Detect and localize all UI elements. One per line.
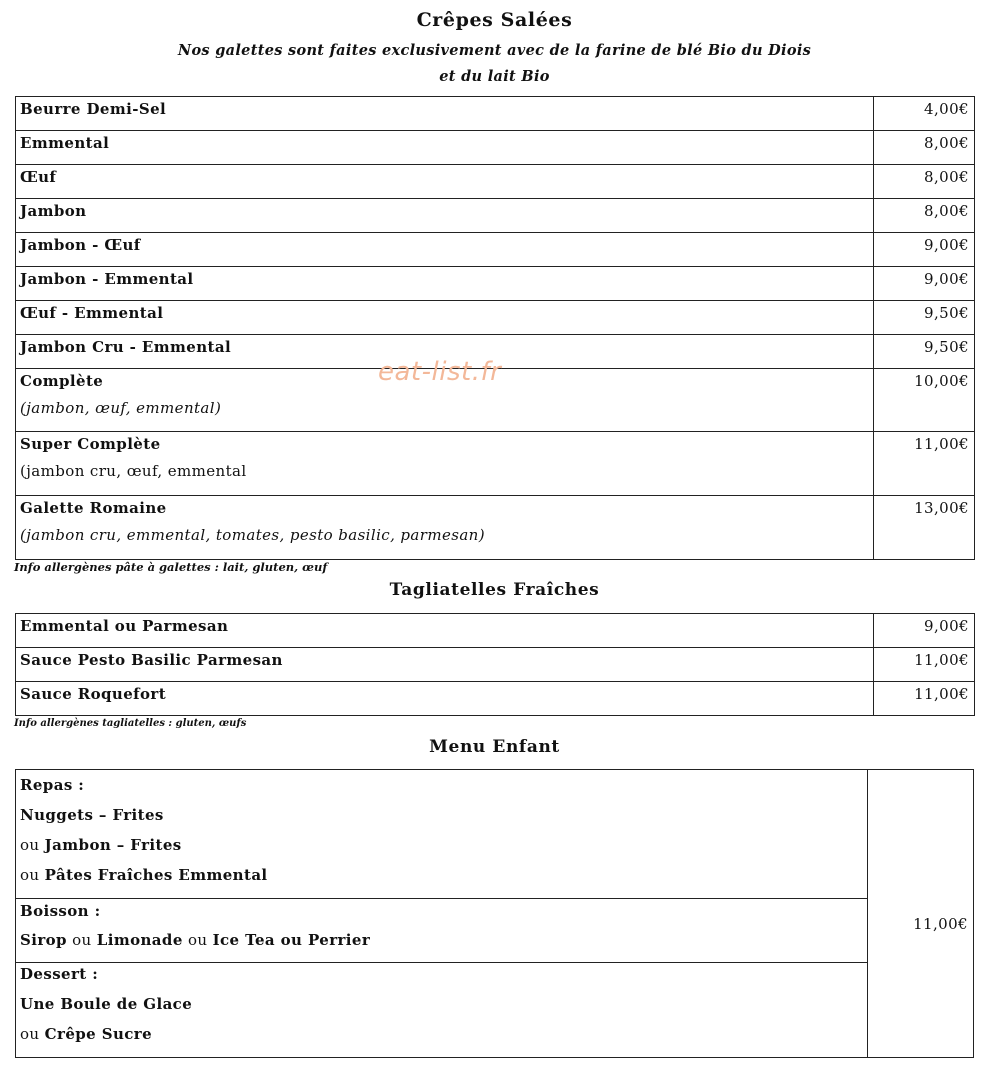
kids-menu-box bbox=[15, 769, 974, 1058]
item-name: Emmental bbox=[16, 131, 874, 165]
table-row bbox=[16, 233, 975, 267]
section-divider bbox=[16, 962, 867, 963]
item-name: Jambon Cru - Emmental bbox=[16, 335, 874, 369]
item-name: Jambon bbox=[16, 199, 874, 233]
crepes-title: Crêpes Salées bbox=[416, 9, 573, 31]
item-price: 8,00€ bbox=[874, 131, 975, 165]
item-name: Super Complète bbox=[20, 435, 161, 453]
item-price: 8,00€ bbox=[874, 199, 975, 233]
table-row bbox=[16, 614, 975, 648]
item-price: 9,00€ bbox=[874, 267, 975, 301]
item-name: Jambon - Œuf bbox=[16, 233, 874, 267]
tagliatelles-title: Tagliatelles Fraîches bbox=[389, 580, 600, 600]
crepes-allergens: Info allergènes pâte à galettes : lait, gluten, œuf bbox=[14, 560, 328, 574]
enfant-title: Menu Enfant bbox=[429, 737, 560, 757]
repas-option: ou Pâtes Fraîches Emmental bbox=[20, 866, 268, 884]
item-price: 9,00€ bbox=[874, 233, 975, 267]
item-price: 13,00€ bbox=[874, 496, 975, 560]
kids-menu-details bbox=[16, 770, 868, 1057]
item-name: Jambon - Emmental bbox=[16, 267, 874, 301]
repas-option: ou Jambon – Frites bbox=[20, 836, 182, 854]
item-description: (jambon cru, œuf, emmental bbox=[20, 462, 247, 480]
item-name: Œuf bbox=[16, 165, 874, 199]
item-price: 10,00€ bbox=[874, 369, 975, 432]
repas-option: Nuggets – Frites bbox=[20, 806, 164, 824]
item-name: Galette Romaine bbox=[20, 499, 167, 517]
tagliatelles-table bbox=[15, 613, 975, 716]
item-name: Beurre Demi-Sel bbox=[16, 97, 874, 131]
table-row bbox=[16, 199, 975, 233]
table-row bbox=[16, 97, 975, 131]
crepes-subtitle-line1: Nos galettes sont faites exclusivement avec de la farine de blé Bio du Diois bbox=[177, 42, 812, 59]
item-description: (jambon, œuf, emmental) bbox=[20, 399, 222, 417]
item-price: 11,00€ bbox=[874, 648, 975, 682]
table-row bbox=[16, 267, 975, 301]
item-price: 11,00€ bbox=[874, 682, 975, 716]
section-divider bbox=[16, 898, 867, 899]
boisson-label: Boisson : bbox=[20, 902, 101, 920]
item-name: Sauce Pesto Basilic Parmesan bbox=[16, 648, 874, 682]
table-row bbox=[16, 648, 975, 682]
tagliatelles-allergens: Info allergènes tagliatelles : gluten, œufs bbox=[14, 718, 247, 729]
dessert-label: Dessert : bbox=[20, 965, 99, 983]
item-cell bbox=[16, 496, 874, 560]
item-name: Sauce Roquefort bbox=[16, 682, 874, 716]
item-description: (jambon cru, emmental, tomates, pesto basilic, parmesan) bbox=[20, 526, 485, 544]
watermark: eat-list.fr bbox=[378, 357, 502, 387]
item-price: 9,50€ bbox=[874, 335, 975, 369]
table-row bbox=[16, 496, 975, 560]
table-row bbox=[16, 301, 975, 335]
item-price: 8,00€ bbox=[874, 165, 975, 199]
crepes-table bbox=[15, 96, 975, 560]
table-row bbox=[16, 682, 975, 716]
dessert-option: Une Boule de Glace bbox=[20, 995, 193, 1013]
kids-menu-price: 11,00€ bbox=[913, 915, 968, 933]
item-price: 9,50€ bbox=[874, 301, 975, 335]
item-name: Complète bbox=[20, 372, 104, 390]
table-row bbox=[16, 432, 975, 496]
boisson-options: Sirop ou Limonade ou Ice Tea ou Perrier bbox=[20, 931, 371, 949]
crepes-subtitle-line2: et du lait Bio bbox=[439, 68, 550, 85]
dessert-option: ou Crêpe Sucre bbox=[20, 1025, 153, 1043]
item-cell bbox=[16, 432, 874, 496]
repas-label: Repas : bbox=[20, 776, 85, 794]
table-row bbox=[16, 165, 975, 199]
item-name: Œuf - Emmental bbox=[16, 301, 874, 335]
item-price: 9,00€ bbox=[874, 614, 975, 648]
item-name: Emmental ou Parmesan bbox=[16, 614, 874, 648]
item-price: 11,00€ bbox=[874, 432, 975, 496]
table-row bbox=[16, 131, 975, 165]
item-price: 4,00€ bbox=[874, 97, 975, 131]
